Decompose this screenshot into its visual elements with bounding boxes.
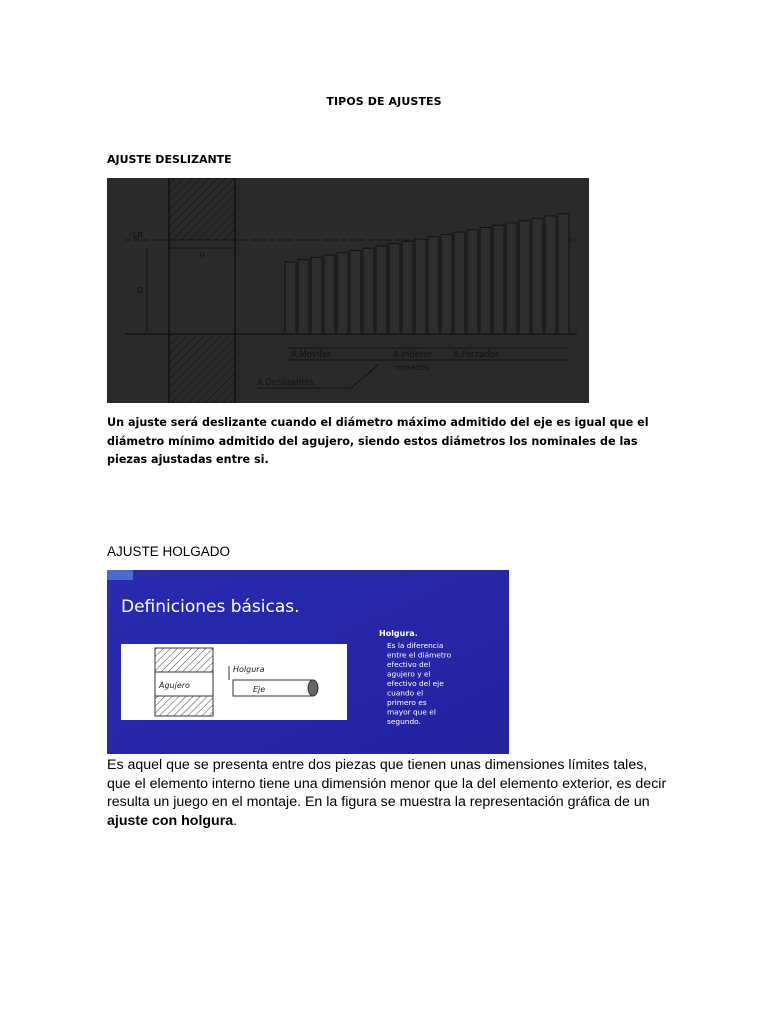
label-forzados: A.Forzados — [453, 350, 500, 360]
label-indeterminados: A.Indeter — [393, 350, 432, 360]
shaft-bar — [311, 257, 322, 334]
shaft-bar — [506, 223, 517, 334]
sliding-fit-diagram — [107, 178, 589, 403]
label-agujero: Agujero — [159, 681, 190, 690]
definition-line: segundo. — [387, 717, 421, 726]
clearance-fit-slide — [107, 570, 509, 754]
shaft-bar — [441, 234, 452, 334]
label-eje: Eje — [253, 685, 266, 694]
shaft-bar — [389, 244, 400, 334]
definition-line: mayor que el — [387, 707, 436, 717]
heading-ajuste-holgado: AJUSTE HOLGADO — [107, 544, 231, 559]
shaft-bar — [337, 253, 348, 334]
shaft-bar — [558, 214, 569, 334]
paragraph-ajuste-holgado-end: . — [233, 812, 238, 829]
definition-line: primero es — [387, 698, 427, 707]
shaft-bar — [545, 216, 556, 334]
shaft-bar — [428, 237, 439, 334]
shaft-bar — [454, 232, 465, 334]
definition-line: efectivo del eje — [387, 679, 444, 688]
shaft-bar — [350, 251, 361, 335]
paragraph-ajuste-deslizante: Un ajuste será deslizante cuando el diámetro máximo admitido del eje es igual que el diámetro mínimo admitido del agujero, siendo estos diámetros los nominales de las piezas ajustadas entre si. — [107, 416, 649, 466]
definition-line: efectivo del — [387, 660, 431, 669]
shaft-bar — [467, 230, 478, 334]
slide-term: Holgura. — [379, 629, 418, 638]
paragraph-ajuste-holgado — [107, 756, 667, 830]
definition-line: agujero y el — [387, 669, 431, 679]
definition-line: entre el diámetro — [387, 650, 452, 660]
shaft-bar — [480, 228, 491, 335]
shaft-bar — [298, 260, 309, 334]
paragraph-ajuste-holgado-bold: ajuste con holgura — [107, 812, 234, 829]
label-minados: minados — [395, 363, 430, 372]
definition-line: cuando el — [387, 688, 424, 698]
shaft-bar — [324, 255, 335, 334]
shaft-bar — [363, 248, 374, 334]
label-d: D — [137, 286, 144, 295]
label-moviles: A.Moviles — [291, 350, 332, 360]
shaft-bar — [415, 239, 426, 334]
label-deslizantes: A.Deslizantes — [257, 378, 315, 388]
shaft-bar — [376, 246, 387, 334]
shaft-bar — [493, 225, 504, 334]
shaft-bar — [402, 241, 413, 334]
paragraph-ajuste-holgado-text: Es aquel que se presenta entre dos piezas que tienen unas dimensiones límites tales, que el elemento interno tiene una dimensión menor que la del elemento exterior, es decir resulta un juego en el montaje. En la figura se muestra la representación gráfica de un — [107, 757, 667, 810]
shaft-bar — [285, 262, 296, 334]
label-lr: LR — [133, 231, 144, 240]
label-h: H — [199, 251, 206, 260]
slide-title: Definiciones básicas. — [121, 597, 300, 617]
heading-ajuste-deslizante: AJUSTE DESLIZANTE — [107, 153, 232, 166]
definition-line: Es la diferencia — [387, 641, 444, 650]
shaft-bar — [519, 221, 530, 334]
label-holgura: Holgura — [233, 665, 265, 674]
page-title: TIPOS DE AJUSTES — [326, 95, 442, 108]
shaft-bar — [532, 218, 543, 334]
